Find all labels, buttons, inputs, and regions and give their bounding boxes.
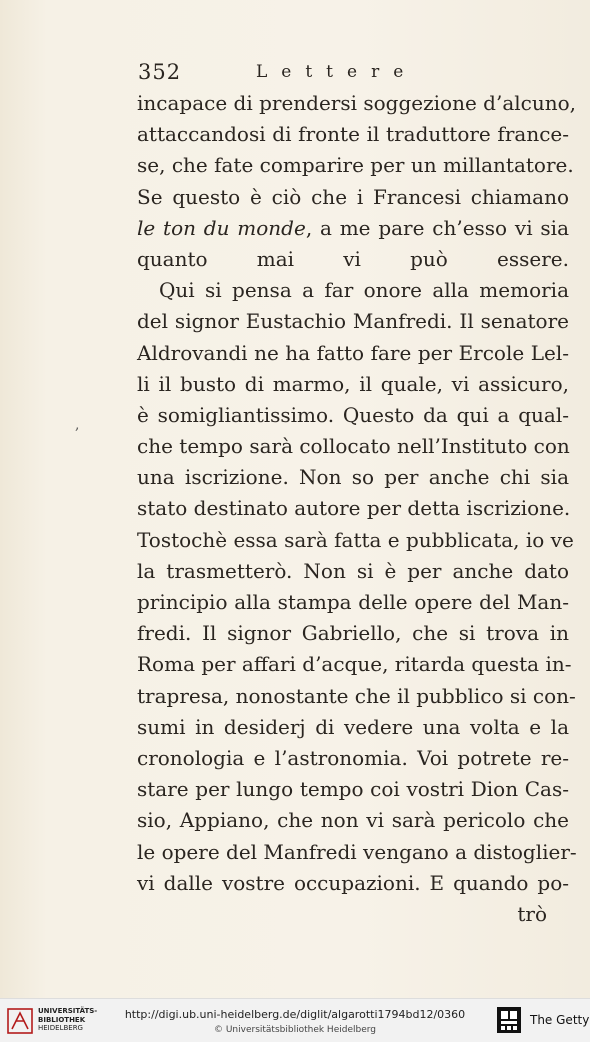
text-line xyxy=(137,649,572,680)
line-text: Aldrovandi ne ha fatto fare per Ercole Lel- xyxy=(137,340,569,365)
text-line xyxy=(137,681,576,712)
text-line xyxy=(137,587,569,618)
line-text: incapace di prendersi soggezione d’alcuno, xyxy=(137,91,577,115)
line-text: Roma per affari d’acque, ritarda questa in- xyxy=(137,652,572,677)
text-line xyxy=(137,213,569,244)
text-line xyxy=(137,88,577,119)
text-line xyxy=(137,837,577,868)
text-line xyxy=(137,306,569,337)
text-line xyxy=(137,556,569,587)
line-text: le opere del Manfredi vengano a distoglier- xyxy=(137,839,577,864)
text-line xyxy=(137,805,569,836)
text-line xyxy=(137,400,569,431)
text-line xyxy=(137,338,569,369)
line-text: principio alla stampa delle opere del Man- xyxy=(137,590,569,614)
line-text: la trasmetterò. Non si è per anche dato xyxy=(137,558,569,583)
line-text: trò xyxy=(517,901,547,926)
copyright-notice: © Universitätsbibliothek Heidelberg xyxy=(213,1025,376,1035)
text-line xyxy=(137,431,569,462)
line-text: stare per lungo tempo coi vostri Dion Cas- xyxy=(137,777,569,802)
text-line xyxy=(137,182,569,213)
text-line xyxy=(137,868,569,899)
page-number: 352 xyxy=(138,60,182,84)
line-text: sio, Appiano, che non vi sarà pericolo che xyxy=(137,808,569,833)
line-text: cronologia e l’astronomia. Voi potrete re- xyxy=(137,745,569,770)
margin-mark: , xyxy=(75,417,80,433)
line-text: del signor Eustachio Manfredi. Il senatore xyxy=(137,309,569,334)
line-text: li il busto di marmo, il quale, vi assicuro, xyxy=(137,371,569,396)
line-text: attaccandosi di fronte il traduttore france- xyxy=(137,122,569,147)
sponsor-name: The Getty xyxy=(530,1013,590,1027)
getty-logo-icon[interactable] xyxy=(496,1006,522,1034)
text-line xyxy=(137,493,569,524)
line-text: stato destinato autore per detta iscrizione. xyxy=(137,496,571,521)
text-line xyxy=(137,525,574,556)
line-text: sumi in desiderj di vedere una volta e la xyxy=(137,714,569,739)
text-line xyxy=(137,119,569,150)
text-line xyxy=(137,275,569,306)
line-text: una iscrizione. Non so per anche chi sia xyxy=(137,465,569,490)
line-text: Qui si pensa a far onore alla memoria xyxy=(159,278,569,303)
text-line xyxy=(137,743,569,774)
running-title: Lettere xyxy=(256,62,418,82)
line-text: se, che fate comparire per un millantatore. xyxy=(137,153,574,178)
catchword xyxy=(137,899,569,930)
text-line xyxy=(137,618,569,649)
text-line xyxy=(137,774,569,805)
line-text: , a me pare ch’esso vi sia xyxy=(305,215,569,240)
page-header xyxy=(138,60,468,90)
line-text: vi dalle vostre occupazioni. E quando po- xyxy=(137,870,569,895)
line-text: fredi. Il signor Gabriello, che si trova in xyxy=(137,621,569,646)
line-text: quanto mai vi può essere. xyxy=(137,246,569,271)
line-text: trapresa, nonostante che il pubblico si con- xyxy=(137,683,576,708)
line-text: è somigliantissimo. Questo da qui a qual- xyxy=(137,402,569,427)
italic-phrase: le ton du monde xyxy=(137,215,306,240)
text-line xyxy=(137,150,574,181)
permalink-url[interactable]: http://digi.ub.uni-heidelberg.de/diglit/algarotti1794bd12/0360 xyxy=(124,1008,466,1021)
viewer-footer xyxy=(0,998,590,1042)
text-line xyxy=(137,462,569,493)
line-text: Se questo è ciò che i Francesi chiamano xyxy=(137,184,569,209)
text-line xyxy=(137,244,569,275)
text-line xyxy=(137,712,569,743)
line-text: che tempo sarà collocato nell’Instituto con xyxy=(137,434,570,459)
line-text: Tostochè essa sarà fatta e pubblicata, io ve xyxy=(137,527,574,552)
library-name: UNIVERSITÄTS- BIBLIOTHEK HEIDELBERG xyxy=(38,1007,98,1032)
page-body xyxy=(137,88,577,930)
text-line xyxy=(137,369,569,400)
